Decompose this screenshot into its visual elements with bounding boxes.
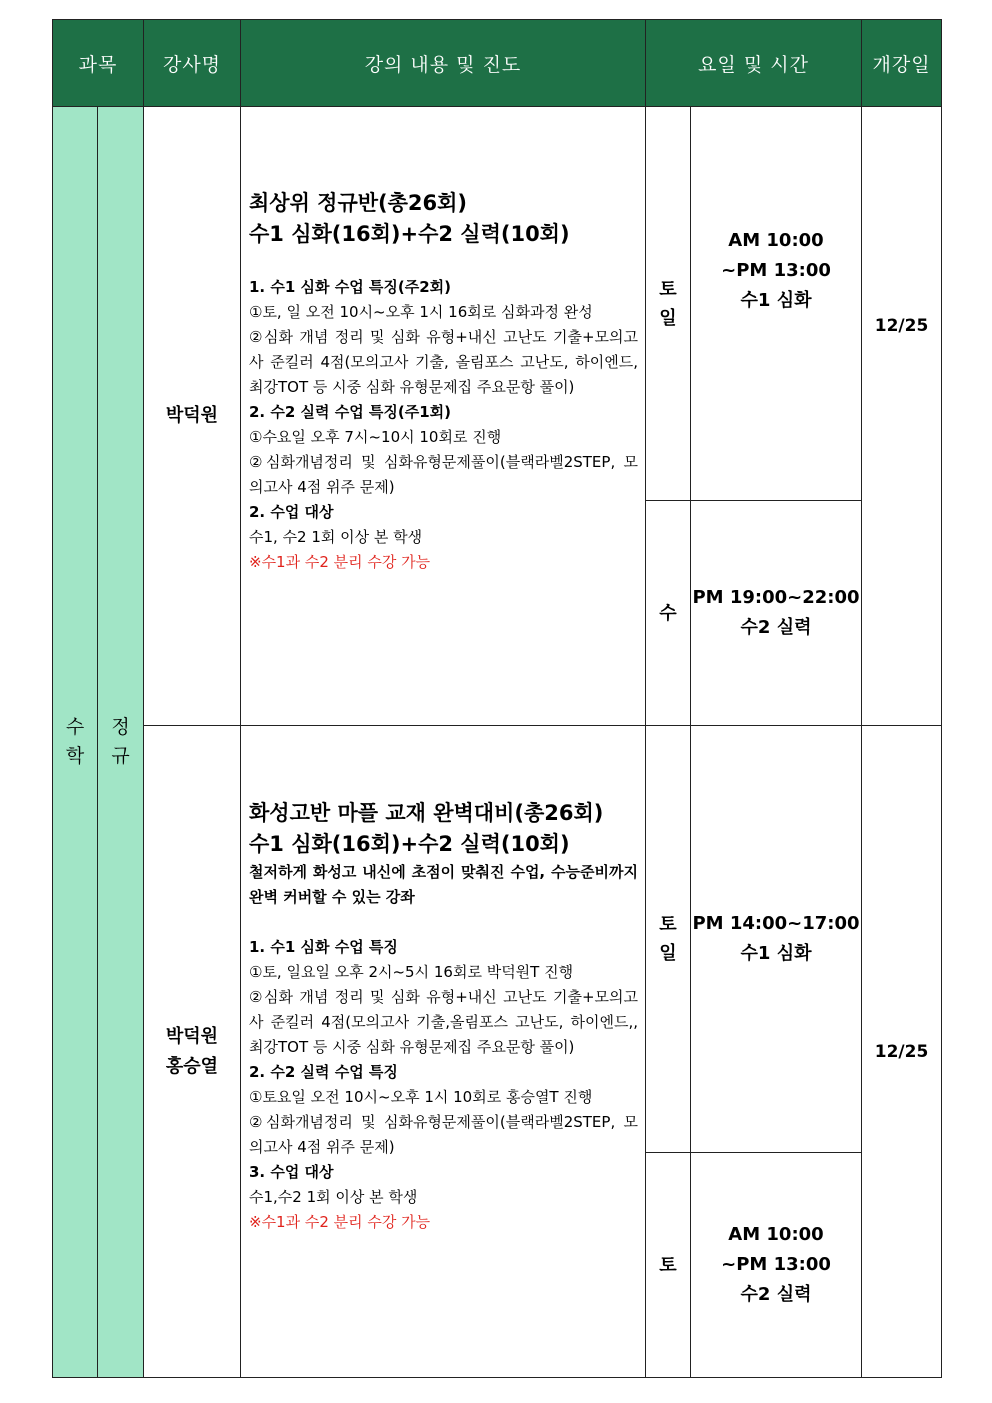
section-heading: 2. 수업 대상 bbox=[249, 502, 334, 521]
day-label: 일 bbox=[659, 943, 677, 964]
start-date-cell bbox=[862, 107, 942, 726]
section-heading: 1. 수1 심화 수업 특징 bbox=[249, 938, 398, 956]
day-label: 일 bbox=[659, 307, 677, 329]
section-heading: 3. 수업 대상 bbox=[249, 1163, 334, 1181]
header-schedule: 요일 및 시간 bbox=[646, 20, 862, 107]
category-char: 정 bbox=[111, 716, 130, 738]
day-cell bbox=[646, 107, 691, 501]
time-label: ~PM 13:00 bbox=[721, 260, 831, 281]
course-title: 화성고반 마플 교재 완벽대비(총26회) bbox=[249, 801, 604, 825]
header-start-date: 개강일 bbox=[862, 20, 942, 107]
schedule-page bbox=[52, 19, 941, 1378]
header-content: 강의 내용 및 진도 bbox=[241, 20, 646, 107]
time-label: 수1 심화 bbox=[740, 290, 812, 311]
section-item: ②심화 개념 정리 및 심화 유형+내신 고난도 기출+모의고사 준킬러 4점(모의고사 기출,올림포스 고난도, 하이엔드,,최강TOT 등 시중 심화 유형문제집 주요문항 풀이) bbox=[249, 988, 638, 1056]
section-heading: 1. 수1 심화 수업 특징(주2회) bbox=[249, 277, 452, 296]
teacher-name: 박덕원 bbox=[165, 405, 219, 426]
course-row bbox=[53, 726, 942, 1153]
course-subtitle: 수1 심화(16회)+수2 실력(10회) bbox=[249, 832, 570, 856]
header-row bbox=[53, 20, 942, 107]
section-item: ①토, 일 오전 10시~오후 1시 16회로 심화과정 완성 bbox=[249, 302, 593, 321]
day-cell bbox=[646, 1153, 691, 1378]
time-label: ~PM 13:00 bbox=[721, 1254, 831, 1275]
time-cell bbox=[691, 726, 862, 1153]
day-cell bbox=[646, 726, 691, 1153]
start-date-cell bbox=[862, 726, 942, 1378]
course-table bbox=[52, 19, 942, 1378]
section-item: 수1, 수2 1회 이상 본 학생 bbox=[249, 527, 423, 546]
day-label: 토 bbox=[659, 914, 677, 935]
teacher-cell bbox=[144, 107, 241, 726]
course-row bbox=[53, 107, 942, 501]
teacher-name: 박덕원 bbox=[165, 1025, 219, 1047]
subject-char: 수 bbox=[65, 716, 85, 738]
time-label: AM 10:00 bbox=[728, 230, 824, 251]
category-char: 규 bbox=[111, 745, 130, 767]
section-heading: 2. 수2 실력 수업 특징 bbox=[249, 1063, 398, 1081]
section-item: 수1,수2 1회 이상 본 학생 bbox=[249, 1188, 418, 1206]
section-heading: 2. 수2 실력 수업 특징(주1회) bbox=[249, 402, 452, 421]
time-label: 수1 심화 bbox=[740, 943, 812, 964]
start-date: 12/25 bbox=[874, 1041, 929, 1062]
section-item: ②심화개념정리 및 심화유형문제풀이(블랙라벨2STEP, 모의고사 4점 위주 문제) bbox=[249, 1113, 638, 1156]
time-cell bbox=[691, 107, 862, 501]
start-date: 12/25 bbox=[874, 316, 929, 336]
time-label: 수2 실력 bbox=[740, 617, 812, 638]
course-note: ※수1과 수2 분리 수강 가능 bbox=[249, 552, 431, 571]
day-label: 수 bbox=[659, 602, 677, 624]
day-label: 토 bbox=[659, 1254, 677, 1276]
teacher-cell bbox=[144, 726, 241, 1378]
time-cell bbox=[691, 1153, 862, 1378]
course-content bbox=[241, 107, 646, 726]
teacher-name: 홍승열 bbox=[165, 1055, 219, 1077]
course-description: 철저하게 화성고 내신에 초점이 맞춰진 수업, 수능준비까지 완벽 커버할 수 있는 강좌 bbox=[249, 863, 638, 906]
course-content bbox=[241, 726, 646, 1378]
time-label: PM 14:00~17:00 bbox=[692, 913, 860, 934]
day-cell bbox=[646, 501, 691, 726]
course-note: ※수1과 수2 분리 수강 가능 bbox=[249, 1213, 431, 1231]
section-item: ②심화개념정리 및 심화유형문제풀이(블랙라벨2STEP, 모의고사 4점 위주 문제) bbox=[249, 452, 638, 496]
category-cell bbox=[98, 107, 144, 1378]
subject-char: 학 bbox=[65, 745, 85, 767]
course-title: 최상위 정규반(총26회) bbox=[249, 190, 468, 215]
course-subtitle: 수1 심화(16회)+수2 실력(10회) bbox=[249, 221, 570, 246]
time-label: 수2 실력 bbox=[740, 1284, 812, 1305]
header-teacher: 강사명 bbox=[144, 20, 241, 107]
time-cell bbox=[691, 501, 862, 726]
section-item: ①수요일 오후 7시~10시 10회로 진행 bbox=[249, 427, 502, 446]
day-label: 토 bbox=[659, 278, 677, 300]
section-item: ①토, 일요일 오후 2시~5시 16회로 박덕원T 진행 bbox=[249, 963, 574, 981]
header-subject: 과목 bbox=[53, 20, 144, 107]
section-item: ②심화 개념 정리 및 심화 유형+내신 고난도 기출+모의고사 준킬러 4점(모의고사 기출, 올림포스 고난도, 하이엔드, 최강TOT 등 시중 심화 유형문제집 주요문항 풀이) bbox=[249, 327, 638, 396]
section-item: ①토요일 오전 10시~오후 1시 10회로 홍승열T 진행 bbox=[249, 1088, 593, 1106]
time-label: AM 10:00 bbox=[728, 1224, 824, 1245]
time-label: PM 19:00~22:00 bbox=[692, 587, 860, 608]
subject-cell bbox=[53, 107, 98, 1378]
